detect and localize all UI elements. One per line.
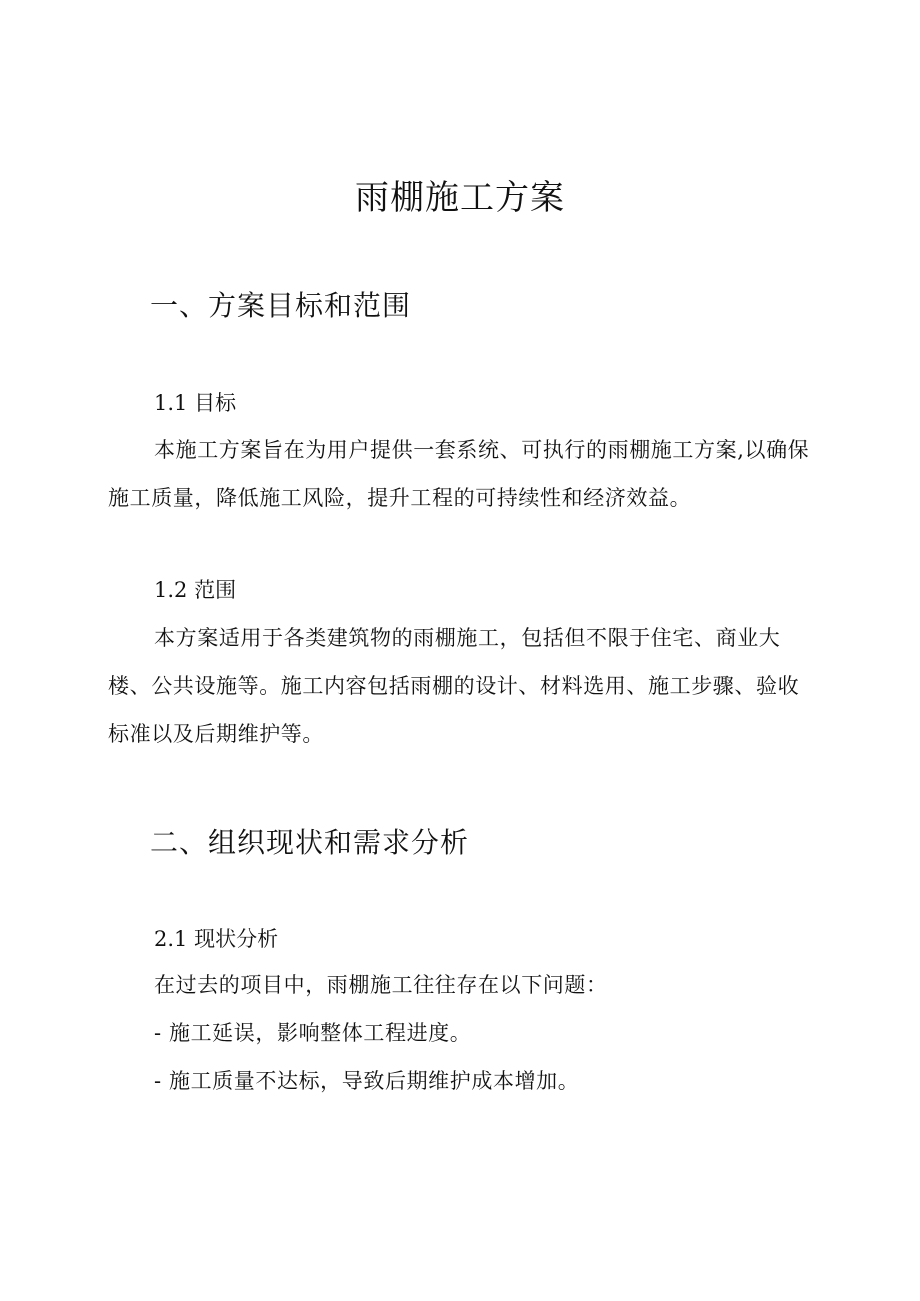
- list-item: - 施工延误，影响整体工程进度。: [154, 1021, 472, 1045]
- subsection-heading-2-1: 2.1 现状分析: [154, 927, 279, 951]
- subsection-heading-1-2: 1.2 范围: [154, 578, 237, 602]
- paragraph-1-1: 本施工方案旨在为用户提供一套系统、可执行的雨棚施工方案,以确保施工质量，降低施工风险，提升工程的可持续性和经济效益。: [108, 438, 810, 510]
- section-heading-2: 二、组织现状和需求分析: [150, 826, 470, 859]
- section-heading-1: 一、方案目标和范围: [150, 289, 412, 322]
- document-title: 雨棚施工方案: [355, 178, 565, 218]
- paragraph-1-2: 本方案适用于各类建筑物的雨棚施工，包括但不限于住宅、商业大楼、公共设施等。施工内容包括雨棚的设计、材料选用、施工步骤、验收标准以及后期维护等。: [108, 626, 800, 746]
- subsection-heading-1-1: 1.1 目标: [154, 391, 237, 415]
- list-item: - 施工质量不达标，导致后期维护成本增加。: [154, 1069, 580, 1093]
- paragraph-2-1-intro: 在过去的项目中，雨棚施工往往存在以下问题：: [154, 973, 608, 997]
